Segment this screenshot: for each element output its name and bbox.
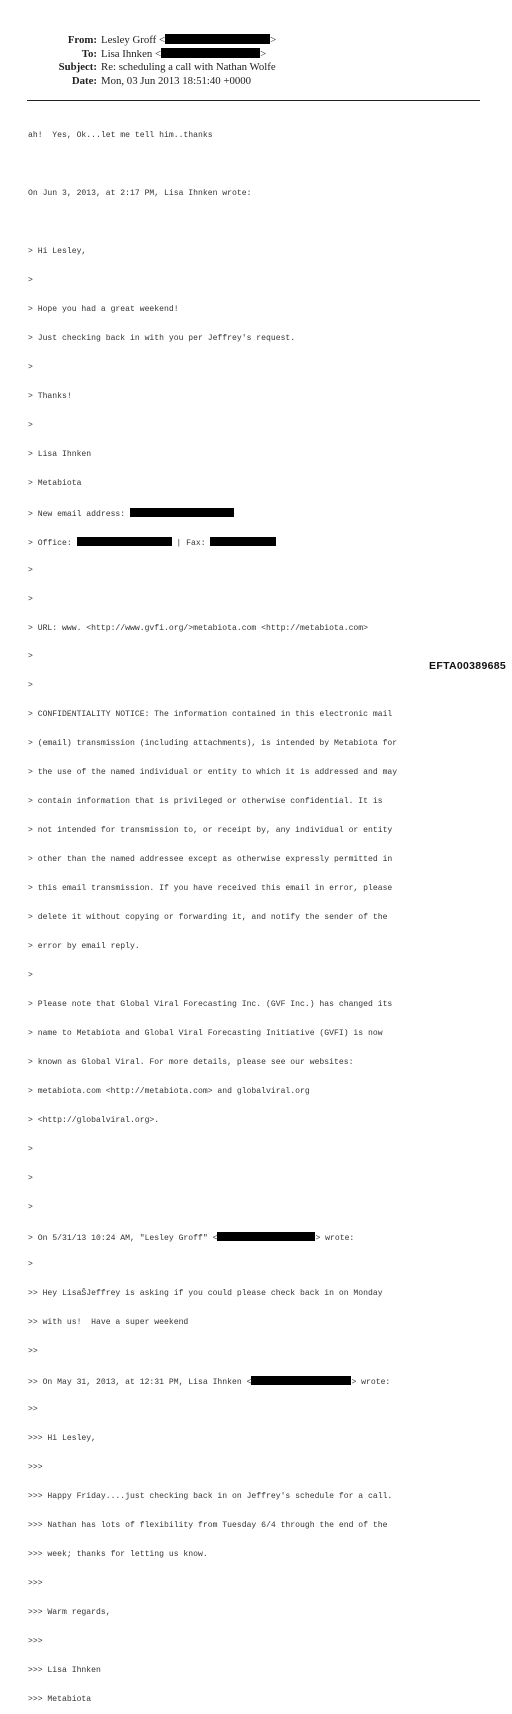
date-row	[0, 75, 512, 89]
body-line: > not intended for transmission to, or receipt by, any individual or entity	[28, 826, 393, 836]
body-line: > error by email reply.	[28, 942, 140, 951]
body-line: > (email) transmission (including attachments), is intended by Metabiota for	[28, 739, 398, 749]
body-line: > URL: www. <http://www.gvfi.org/>metabiota.com <http://metabiota.com>	[28, 623, 368, 633]
redaction-box	[251, 1376, 351, 1385]
body-line: > On 5/31/13 10:24 AM, "Lesley Groff" < > wrote:	[28, 1233, 355, 1243]
body-line: >>> Nathan has lots of flexibility from Tuesday 6/4 through the end of the	[28, 1521, 388, 1531]
body-line: >>> Warm regards,	[28, 1607, 111, 1617]
email-body	[28, 112, 498, 1714]
body-line: >	[28, 276, 33, 286]
subject-row	[0, 61, 512, 75]
body-line: > name to Metabiota and Global Viral Forecasting Initiative (GVFI) is now	[28, 1028, 383, 1038]
to-row	[0, 48, 512, 62]
redaction-box	[210, 537, 276, 546]
body-line: >> Hey LisaŠJeffrey is asking if you could please check back in on Monday	[28, 1289, 383, 1299]
body-line: >	[28, 652, 33, 662]
body-line: >	[28, 681, 33, 691]
body-line: >	[28, 1260, 33, 1270]
body-line: > known as Global Viral. For more details, please see our websites:	[28, 1057, 354, 1067]
redaction-box	[217, 1232, 315, 1241]
body-line: > Office: | Fax:	[28, 537, 498, 547]
subject-value: Re: scheduling a call with Nathan Wolfe	[101, 61, 276, 74]
to-value: Lisa Ihnken < >	[101, 47, 267, 60]
body-line: > metabiota.com <http://metabiota.com> and globalviral.org	[28, 1086, 310, 1096]
body-line: >>> Metabiota	[28, 1694, 92, 1704]
date-value: Mon, 03 Jun 2013 18:51:40 +0000	[101, 74, 252, 87]
body-line: > Thanks!	[28, 391, 72, 401]
body-line: >>	[28, 1347, 38, 1357]
body-line: >	[28, 970, 33, 980]
body-line: > delete it without copying or forwarding it, and notify the sender of the	[28, 913, 388, 923]
header-divider	[27, 100, 480, 101]
redaction-box	[165, 34, 270, 44]
body-line: >>> Hi Lesley,	[28, 1434, 96, 1444]
body-line: >>> Happy Friday....just checking back in on Jeffrey's schedule for a call.	[28, 1492, 393, 1502]
body-line: >	[28, 1173, 33, 1183]
body-line: > the use of the named individual or entity to which it is addressed and may	[28, 768, 398, 778]
body-line: On Jun 3, 2013, at 2:17 PM, Lisa Ihnken wrote:	[28, 189, 252, 199]
redaction-box	[130, 508, 234, 517]
body-line: > Please note that Global Viral Forecasting Inc. (GVF Inc.) has changed its	[28, 999, 393, 1009]
body-line: > New email address:	[28, 508, 498, 518]
to-label: To:	[81, 47, 97, 60]
body-line: > contain information that is privileged or otherwise confidential. It is	[28, 797, 383, 807]
redaction-box	[77, 537, 172, 546]
body-line: >>>	[28, 1578, 43, 1588]
email-header	[0, 34, 512, 88]
body-line: >	[28, 362, 33, 372]
redaction-box	[161, 48, 260, 58]
body-line: >>	[28, 1405, 38, 1415]
body-line: > Hope you had a great weekend!	[28, 305, 179, 315]
body-line: >> with us! Have a super weekend	[28, 1318, 189, 1328]
body-line: > Metabiota	[28, 478, 82, 488]
body-line: >>>	[28, 1463, 43, 1473]
body-line: >>>	[28, 1636, 43, 1646]
body-line: > <http://globalviral.org>.	[28, 1115, 160, 1125]
body-line: >	[28, 420, 33, 430]
body-line: ah! Yes, Ok...let me tell him..thanks	[28, 131, 213, 141]
body-line: > CONFIDENTIALITY NOTICE: The information contained in this electronic mail	[28, 710, 393, 720]
body-line: >	[28, 1202, 33, 1212]
from-label: From:	[67, 34, 97, 46]
document-id: EFTA00389685	[429, 660, 506, 672]
body-line: >> On May 31, 2013, at 12:31 PM, Lisa Ihnken < > wrote:	[28, 1378, 391, 1388]
from-value: Lesley Groff < >	[101, 34, 277, 46]
body-line: > this email transmission. If you have received this email in error, please	[28, 884, 393, 894]
body-line: >>> Lisa Ihnken	[28, 1665, 101, 1675]
body-line: >	[28, 1144, 33, 1154]
body-line: >>> week; thanks for letting us know.	[28, 1550, 208, 1560]
body-line: > Just checking back in with you per Jeffrey's request.	[28, 333, 296, 343]
body-line: > Lisa Ihnken	[28, 449, 92, 459]
date-label: Date:	[71, 74, 97, 87]
body-line: > Hi Lesley,	[28, 247, 87, 257]
body-line: > other than the named addressee except as otherwise expressly permitted in	[28, 855, 393, 865]
subject-label: Subject:	[58, 61, 97, 74]
from-row	[0, 34, 512, 48]
body-line: >	[28, 594, 33, 604]
body-line: >	[28, 565, 33, 575]
